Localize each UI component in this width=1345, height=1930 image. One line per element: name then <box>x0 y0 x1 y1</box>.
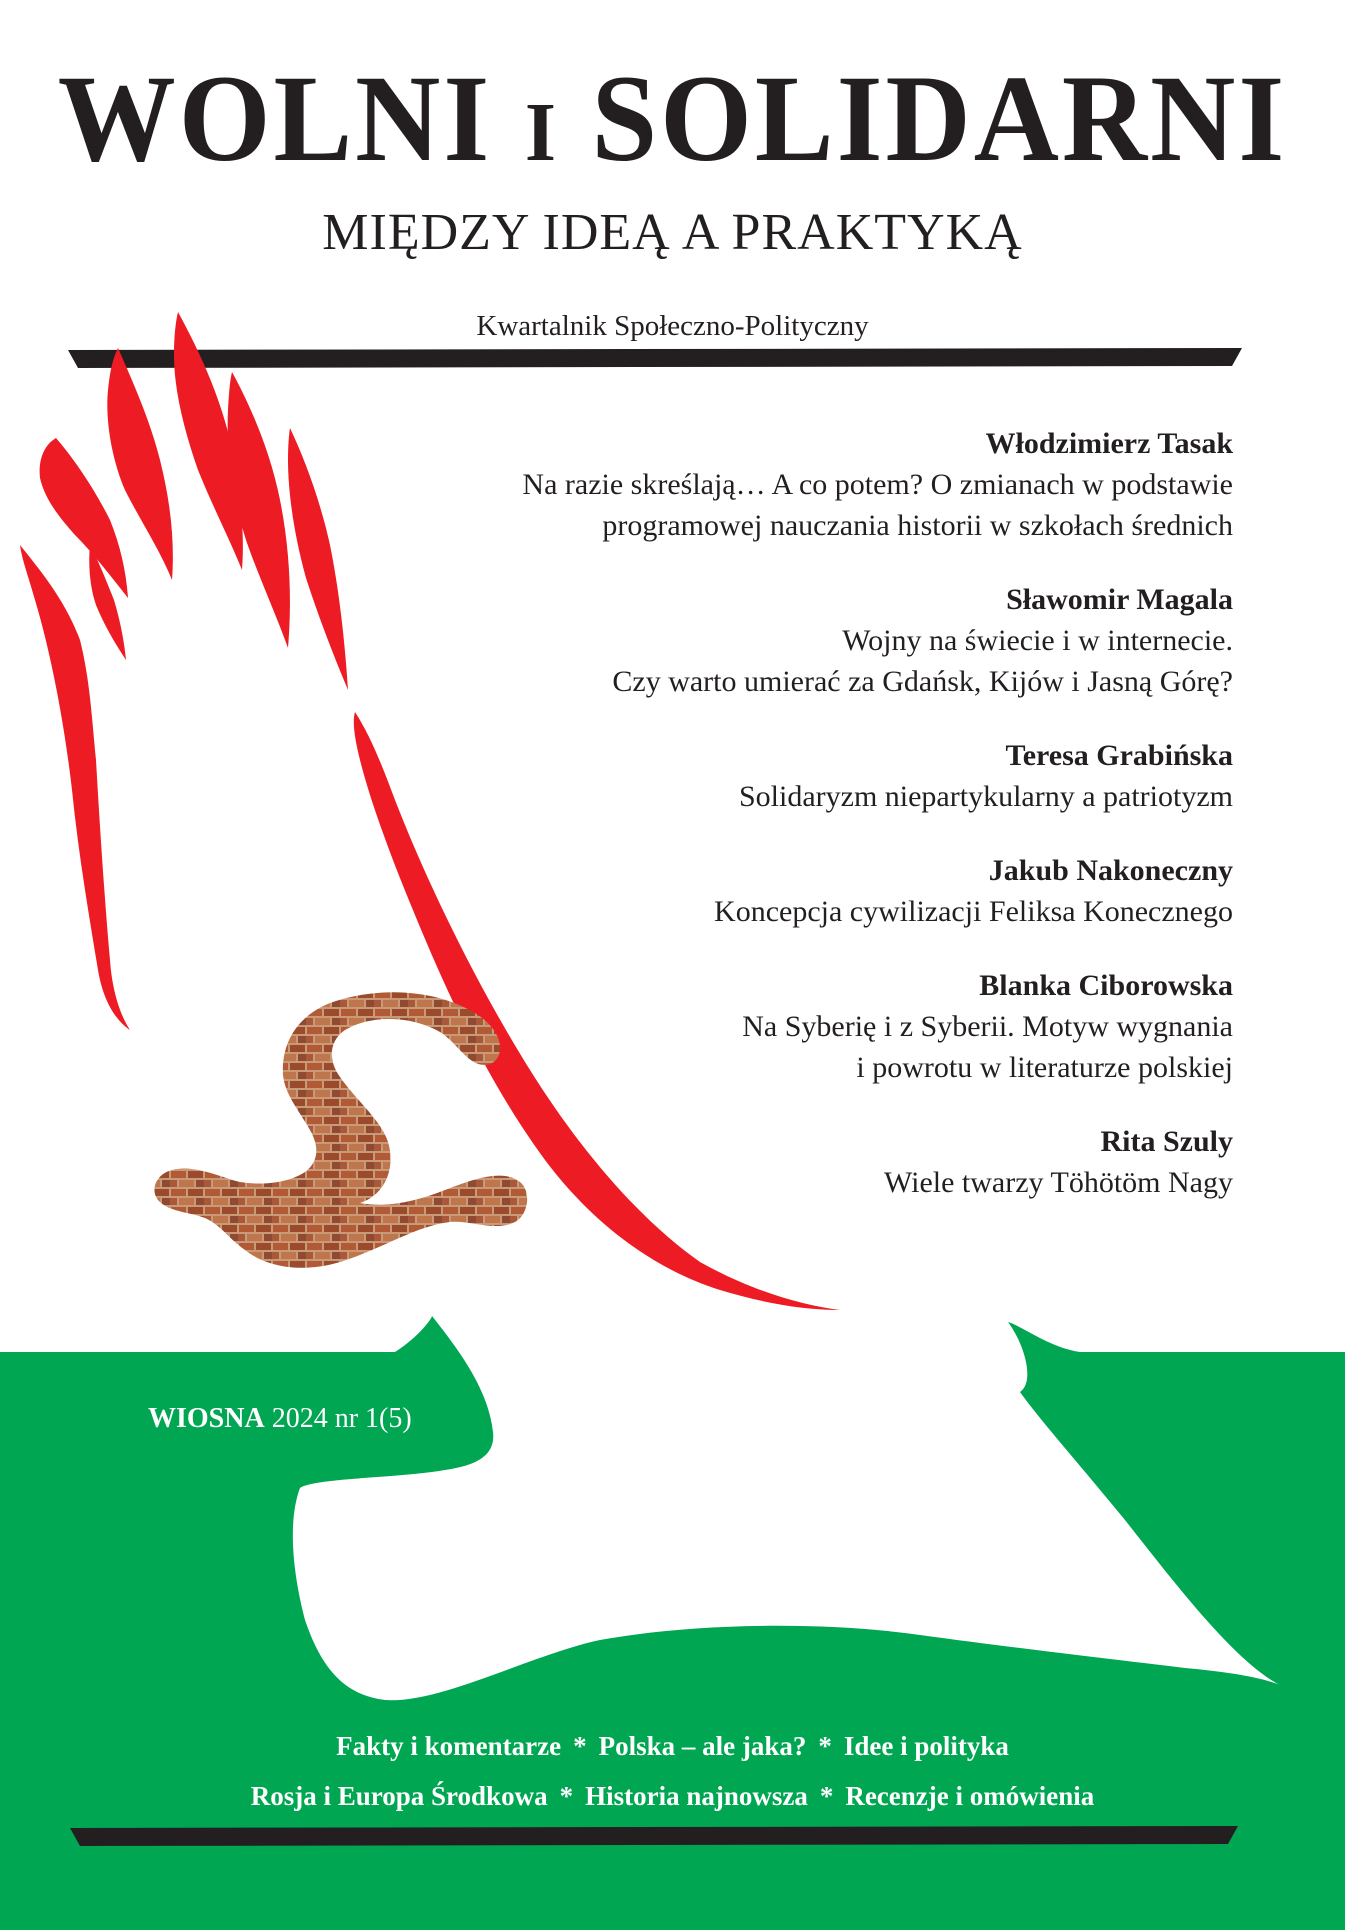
top-rule <box>68 348 1242 368</box>
section-label: Fakty i komentarze <box>336 1731 562 1761</box>
article-author: Rita Szuly <box>1100 1125 1233 1158</box>
article-author: Jakub Nakoneczny <box>988 854 1233 887</box>
bottom-rule <box>70 1826 1238 1846</box>
article-author: Sławomir Magala <box>1006 583 1233 616</box>
article-title-line: Na Syberię i z Syberii. Motyw wygnania <box>742 1010 1233 1043</box>
section-label: Idee i polityka <box>843 1731 1009 1761</box>
section-separator: * <box>819 1781 834 1811</box>
issue-info <box>148 1403 412 1435</box>
section-separator: * <box>559 1781 574 1811</box>
section-label: Recenzje i omówienia <box>845 1781 1095 1811</box>
article-entry <box>333 851 1233 932</box>
article-entry <box>333 1122 1233 1203</box>
sections-line-2 <box>0 1783 1345 1810</box>
article-entry <box>333 580 1233 702</box>
section-separator: * <box>818 1731 832 1761</box>
article-author: Włodzimierz Tasak <box>985 427 1233 460</box>
title-part-2: SOLIDARNI <box>591 49 1288 188</box>
sections-line-1 <box>0 1733 1345 1760</box>
article-entry <box>333 424 1233 546</box>
issue-season: WIOSNA <box>148 1403 265 1434</box>
journal-tagline: Kwartalnik Społeczno-Polityczny <box>476 310 869 342</box>
journal-subtitle: MIĘDZY IDEĄ A PRAKTYKĄ <box>322 204 1023 261</box>
article-entry <box>333 736 1233 817</box>
article-title-line: Koncepcja cywilizacji Feliksa Konecznego <box>714 895 1233 928</box>
section-label: Rosja i Europa Środkowa <box>250 1781 548 1811</box>
article-title-line: programowej nauczania historii w szkołach średnich <box>602 509 1233 542</box>
issue-number: 2024 nr 1(5) <box>271 1403 412 1434</box>
section-separator: * <box>573 1731 587 1761</box>
article-title-line: Solidaryzm niepartykularny a patriotyzm <box>738 780 1233 813</box>
table-of-contents <box>333 424 1233 1237</box>
title-part-1: WOLNI <box>57 49 493 188</box>
article-title-line: Wiele twarzy Töhötöm Nagy <box>884 1166 1233 1199</box>
article-author: Teresa Grabińska <box>1005 739 1233 772</box>
article-entry <box>333 966 1233 1088</box>
article-title-line: i powrotu w literaturze polskiej <box>856 1051 1233 1084</box>
section-label: Polska – ale jaka? <box>598 1731 807 1761</box>
article-title-line: Czy warto umierać za Gdańsk, Kijów i Jasną Górę? <box>612 665 1233 698</box>
title-conjunction: I <box>524 86 559 179</box>
section-label: Historia najnowsza <box>585 1781 808 1811</box>
article-author: Blanka Ciborowska <box>979 969 1233 1002</box>
article-title-line: Wojny na świecie i w internecie. <box>842 624 1233 657</box>
article-title-line: Na razie skreślają… A co potem? O zmianach w podstawie <box>522 468 1233 501</box>
